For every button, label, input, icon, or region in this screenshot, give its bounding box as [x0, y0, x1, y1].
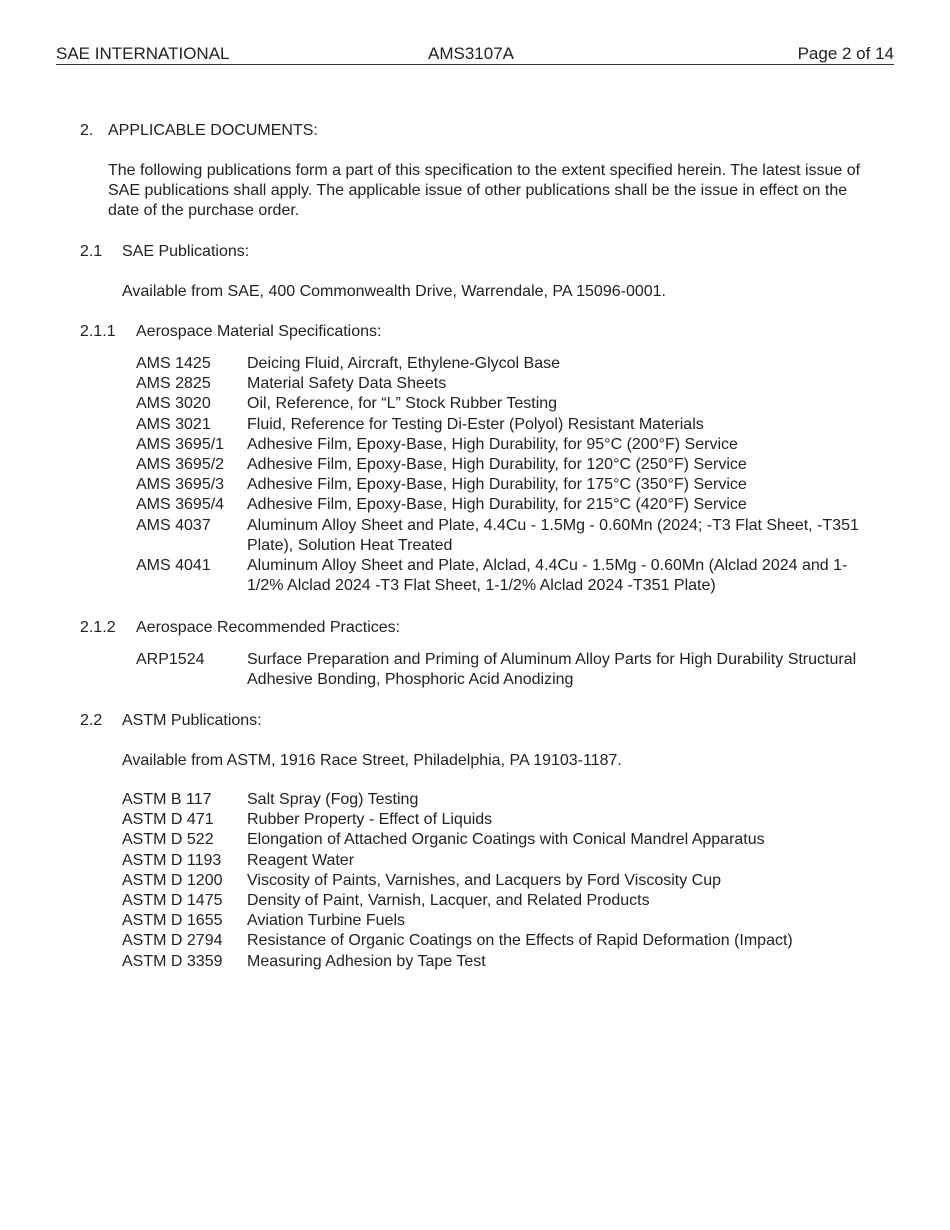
- reference-code: ASTM D 1475: [122, 892, 223, 910]
- reference-code: AMS 3695/2: [136, 456, 225, 474]
- section-2-1-title: SAE Publications:: [122, 243, 250, 260]
- reference-code: ASTM D 522: [122, 831, 214, 849]
- reference-row: [122, 810, 882, 830]
- reference-code: AMS 2825: [136, 375, 211, 393]
- reference-row: [136, 475, 876, 495]
- reference-code: AMS 3695/1: [136, 435, 225, 453]
- reference-code: AMS 3695/3: [136, 476, 225, 494]
- reference-row: [122, 931, 882, 951]
- reference-title: Viscosity of Paints, Varnishes, and Lacquers by Ford Viscosity Cup: [247, 871, 722, 889]
- reference-title: Resistance of Organic Coatings on the Effects of Rapid Deformation (Impact): [247, 932, 793, 950]
- reference-code: AMS 3020: [136, 395, 211, 413]
- arp-list: [136, 650, 876, 690]
- page-header: [56, 44, 894, 65]
- reference-code: AMS 4037: [136, 516, 211, 534]
- reference-title: Aluminum Alloy Sheet and Plate, Alclad, 4.4Cu - 1.5Mg - 0.60Mn (Alclad 2024 and 1-1/2% Alclad 2024 -T3 Flat Sheet, 1-1/2% Alclad 2024 -T351 Plate): [247, 557, 848, 595]
- sae-address: Available from SAE, 400 Commonwealth Drive, Warrendale, PA 15096-0001.: [122, 283, 666, 300]
- reference-title: Adhesive Film, Epoxy-Base, High Durability, for 175°C (350°F) Service: [247, 476, 747, 494]
- reference-row: [136, 415, 876, 435]
- reference-title: Material Safety Data Sheets: [247, 375, 447, 393]
- section-2-paragraph: The following publications form a part of this specification to the extent specified herein. The latest issue of SAE publications shall apply. The applicable issue of other publications shall be the issue in effect on the date of the purchase order.: [108, 162, 861, 219]
- reference-code: ASTM D 1655: [122, 912, 223, 930]
- reference-code: AMS 3021: [136, 415, 211, 433]
- reference-code: AMS 3695/4: [136, 496, 225, 514]
- reference-code: AMS 1425: [136, 355, 211, 372]
- reference-row: [136, 455, 876, 475]
- reference-title: Elongation of Attached Organic Coatings with Conical Mandrel Apparatus: [247, 831, 765, 849]
- reference-code: ASTM D 471: [122, 811, 214, 829]
- section-2-1-1-number: 2.1.1: [80, 323, 116, 340]
- reference-title: Deicing Fluid, Aircraft, Ethylene-Glycol Base: [247, 355, 561, 372]
- reference-title: Aluminum Alloy Sheet and Plate, 4.4Cu - 1.5Mg - 0.60Mn (2024; -T3 Flat Sheet, -T351 Plate), Solution Heat Treated: [247, 516, 859, 554]
- reference-row: [136, 394, 876, 414]
- section-2-title: APPLICABLE DOCUMENTS:: [108, 122, 318, 139]
- reference-code: AMS 4041: [136, 557, 211, 575]
- reference-code: ASTM D 2794: [122, 932, 223, 950]
- section-2-number: 2.: [80, 122, 94, 139]
- astm-address: Available from ASTM, 1916 Race Street, Philadelphia, PA 19103-1187.: [122, 752, 622, 769]
- reference-row: [122, 952, 882, 972]
- reference-row: [122, 851, 882, 871]
- reference-row: [136, 516, 876, 556]
- reference-code: ARP1524: [136, 651, 205, 668]
- ams-list: [136, 354, 876, 596]
- section-2-1-2-number: 2.1.2: [80, 619, 116, 636]
- reference-title: Fluid, Reference for Testing Di-Ester (Polyol) Resistant Materials: [247, 415, 704, 433]
- reference-row: [136, 374, 876, 394]
- reference-title: Density of Paint, Varnish, Lacquer, and Related Products: [247, 892, 650, 910]
- header-organization: SAE INTERNATIONAL: [56, 44, 230, 63]
- reference-row: [136, 556, 876, 596]
- reference-row: [122, 830, 882, 850]
- section-2-1-1-title: Aerospace Material Specifications:: [136, 323, 382, 340]
- reference-row: [136, 495, 876, 515]
- header-page-number: Page 2 of 14: [797, 44, 894, 63]
- reference-code: ASTM D 1200: [122, 871, 223, 889]
- reference-title: Rubber Property - Effect of Liquids: [247, 811, 493, 829]
- reference-row: [122, 790, 882, 810]
- reference-title: Adhesive Film, Epoxy-Base, High Durability, for 95°C (200°F) Service: [247, 435, 738, 453]
- reference-title: Reagent Water: [247, 851, 355, 869]
- reference-code: ASTM D 3359: [122, 952, 223, 970]
- reference-title: Surface Preparation and Priming of Aluminum Alloy Parts for High Durability Structural Adhesive Bonding, Phosphoric Acid Anodizing: [247, 651, 857, 689]
- reference-row: [122, 911, 882, 931]
- section-2-2-title: ASTM Publications:: [122, 712, 262, 729]
- reference-code: ASTM D 1193: [122, 851, 222, 869]
- section-2-1-2-title: Aerospace Recommended Practices:: [136, 619, 401, 636]
- reference-title: Aviation Turbine Fuels: [247, 912, 406, 930]
- reference-row: [122, 871, 882, 891]
- reference-row: [136, 354, 876, 374]
- section-2-1-number: 2.1: [80, 243, 103, 260]
- reference-row: [122, 891, 882, 911]
- reference-title: Adhesive Film, Epoxy-Base, High Durability, for 215°C (420°F) Service: [247, 496, 747, 514]
- section-2-2-number: 2.2: [80, 712, 103, 729]
- header-document-number: AMS3107A: [428, 44, 514, 63]
- reference-row: [136, 435, 876, 455]
- astm-list: [122, 790, 882, 972]
- reference-title: Measuring Adhesion by Tape Test: [247, 952, 486, 970]
- reference-row: [136, 650, 876, 690]
- reference-title: Salt Spray (Fog) Testing: [247, 791, 419, 808]
- reference-title: Adhesive Film, Epoxy-Base, High Durability, for 120°C (250°F) Service: [247, 456, 747, 474]
- reference-title: Oil, Reference, for “L” Stock Rubber Testing: [247, 395, 558, 413]
- reference-code: ASTM B 117: [122, 791, 212, 808]
